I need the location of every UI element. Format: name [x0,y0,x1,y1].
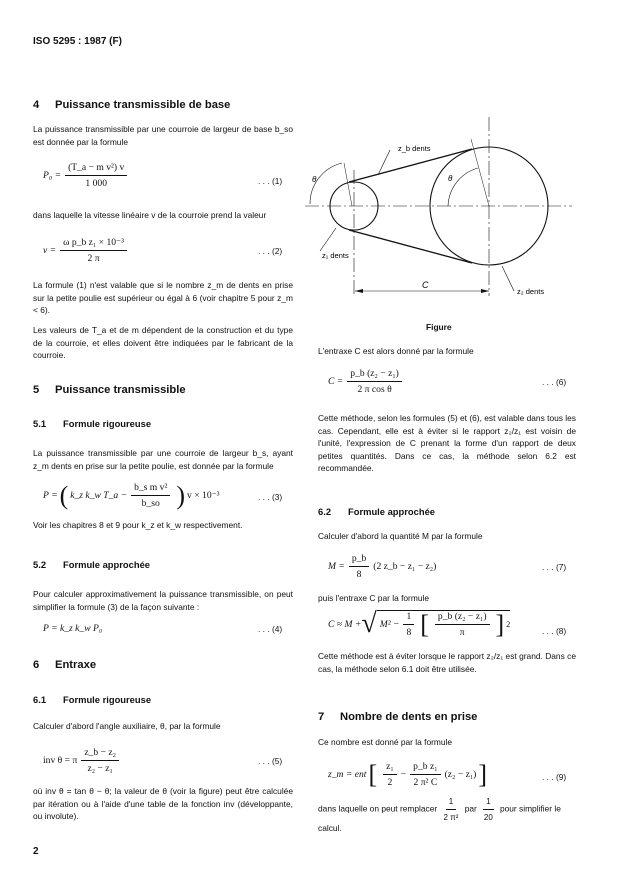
paragraph: puis l'entraxe C par la formule [318,593,429,603]
label-z2-dents: z₂ dents [517,287,545,296]
equation-number: . . . (4) [258,624,283,634]
equation-number: . . . (7) [542,562,567,572]
belt-lower [349,230,472,263]
belt-drive-figure [0,0,628,320]
formula-1: P₀ = $\frac{\text{(T\_a − m v²) v}}{1 000}$ [43,162,131,189]
paragraph: L'entraxe C est alors donné par la formule [318,346,474,356]
page-number: 2 [33,846,39,857]
formula-6: C = $\frac{\text{p\_b (z₂ − z₁)}}{\text{2 π cos θ}}$ [328,368,406,395]
section-7-heading: 7 Nombre de dents en prise [318,711,478,723]
figure-caption: Figure [426,322,452,332]
paragraph: La puissance transmissible par une courroie de largeur de base b_so est donnée par la formule [33,124,293,147]
belt-upper [349,149,472,182]
paragraph: La puissance transmissible par une courroie de largeur b_s, ayant z_m dents en prise sur la petite poulie, est donnée par la formule [33,448,293,471]
formula-2: v = $\frac{\text{ω p\_b z₁ × 10⁻³}}{2 \pi}$ [43,237,131,264]
paragraph: Pour calculer approximativement la puissance transmissible, on peut simplifier la formule (3) de la façon suivante : [33,589,293,612]
equation-number: . . . (9) [542,772,567,782]
document-header: ISO 5295 : 1987 (F) [33,36,122,47]
label-theta: θ [448,174,453,183]
formula-8: C ≈ M + √ M² − $\frac{1}{8}$ [ $\frac{\text{p\_b (z₂ − z₁)}}{\pi}$ ] 2 [328,608,511,639]
equation-number: . . . (5) [258,756,283,766]
paragraph: où inv θ = tan θ − θ; la valeur de θ (voir la figure) peut être calculée par itération ou à l'aide d'une table de la fonction inv (développante, ou involute). [33,786,293,822]
paragraph: Les valeurs de T_a et de m dépendent de la construction et du type de la courroie, et elles doivent être indiquées par le fabricant de la courroie. [33,325,293,361]
paragraph: Calculer d'abord la quantité M par la formule [318,531,483,541]
equation-number: . . . (6) [542,377,567,387]
section-6-1-heading: 6.1 Formule rigoureuse [33,694,152,705]
paragraph: La formule (1) n'est valable que si le nombre z_m de dents en prise sur la petite poulie est supérieur ou égal à 6 (voir chapitre 5 pour z_m < 6). [33,280,293,316]
theta-arc [448,168,478,206]
theta-ray [471,139,489,206]
label-zb-dents: z_b dents [398,144,431,153]
label-theta: θ [312,175,317,184]
formula-3: P = ( k_z k_w T_a − $\frac{\text{b\_s m v²}}{b\_so}$ ) v × 10⁻³ [43,480,220,510]
paragraph: dans laquelle on peut remplacer $\frac{1}{\text{2 π²}}$ par $\frac{1}{20}$ pour simplifier le calcul. [318,797,561,833]
paragraph: Ce nombre est donné par la formule [318,737,453,747]
paragraph: dans laquelle la vitesse linéaire v de la courroie prend la valeur [33,210,267,220]
formula-9: z_m = ent [ $\frac{\text{z₁}}{2}$ − $\frac{\text{p\_b z₁}}{\text{2 π² C}}$ (z₂ − z₁) ] [328,759,488,789]
section-5-1-heading: 5.1 Formule rigoureuse [33,418,152,429]
section-6-heading: 6 Entraxe [33,659,97,671]
formula-4: P = k_z k_w P₀ [43,623,103,634]
paragraph: Cette méthode, selon les formules (5) et (6), est valable dans tous les cas. Cependant, elle est à éviter si le rapport z₂/z₁ est voisin de l'unité, l'expression de C prenant la forme d'un rapport de deux petites quantités. Dans ce cas, la méthode selon 6.2 est recommandée. [318,413,576,474]
leader-line [320,228,336,251]
formula-5: inv θ = π $\frac{\text{z\_b − z₂}}{\text{z₂ − z₁}}$ [43,747,123,774]
equation-number: . . . (2) [258,246,283,256]
section-5-heading: 5 Puissance transmissible [33,384,186,396]
label-c: C [422,280,429,290]
equation-number: . . . (1) [258,176,283,186]
section-5-2-heading: 5.2 Formule approchée [33,559,150,570]
label-z1-dents: z₁ dents [322,251,349,260]
paragraph: Cette méthode est à éviter lorsque le rapport z₂/z₁ est grand. Dans ce cas, la méthode selon 6.1 doit être utilisée. [318,651,576,674]
section-4-heading: 4 Puissance transmissible de base [33,99,231,111]
section-6-2-heading: 6.2 Formule approchée [318,506,435,517]
equation-number: . . . (8) [542,626,567,636]
paragraph: Calculer d'abord l'angle auxiliaire, θ, par la formule [33,721,221,731]
paragraph: Voir les chapitres 8 et 9 pour k_z et k_w respectivement. [33,520,243,530]
equation-number: . . . (3) [258,492,283,502]
formula-7: M = $\frac{p\_b}{8}$ (2 z_b − z₁ − z₂) [328,553,437,580]
leader-line [502,266,514,291]
theta-ray [344,163,352,206]
